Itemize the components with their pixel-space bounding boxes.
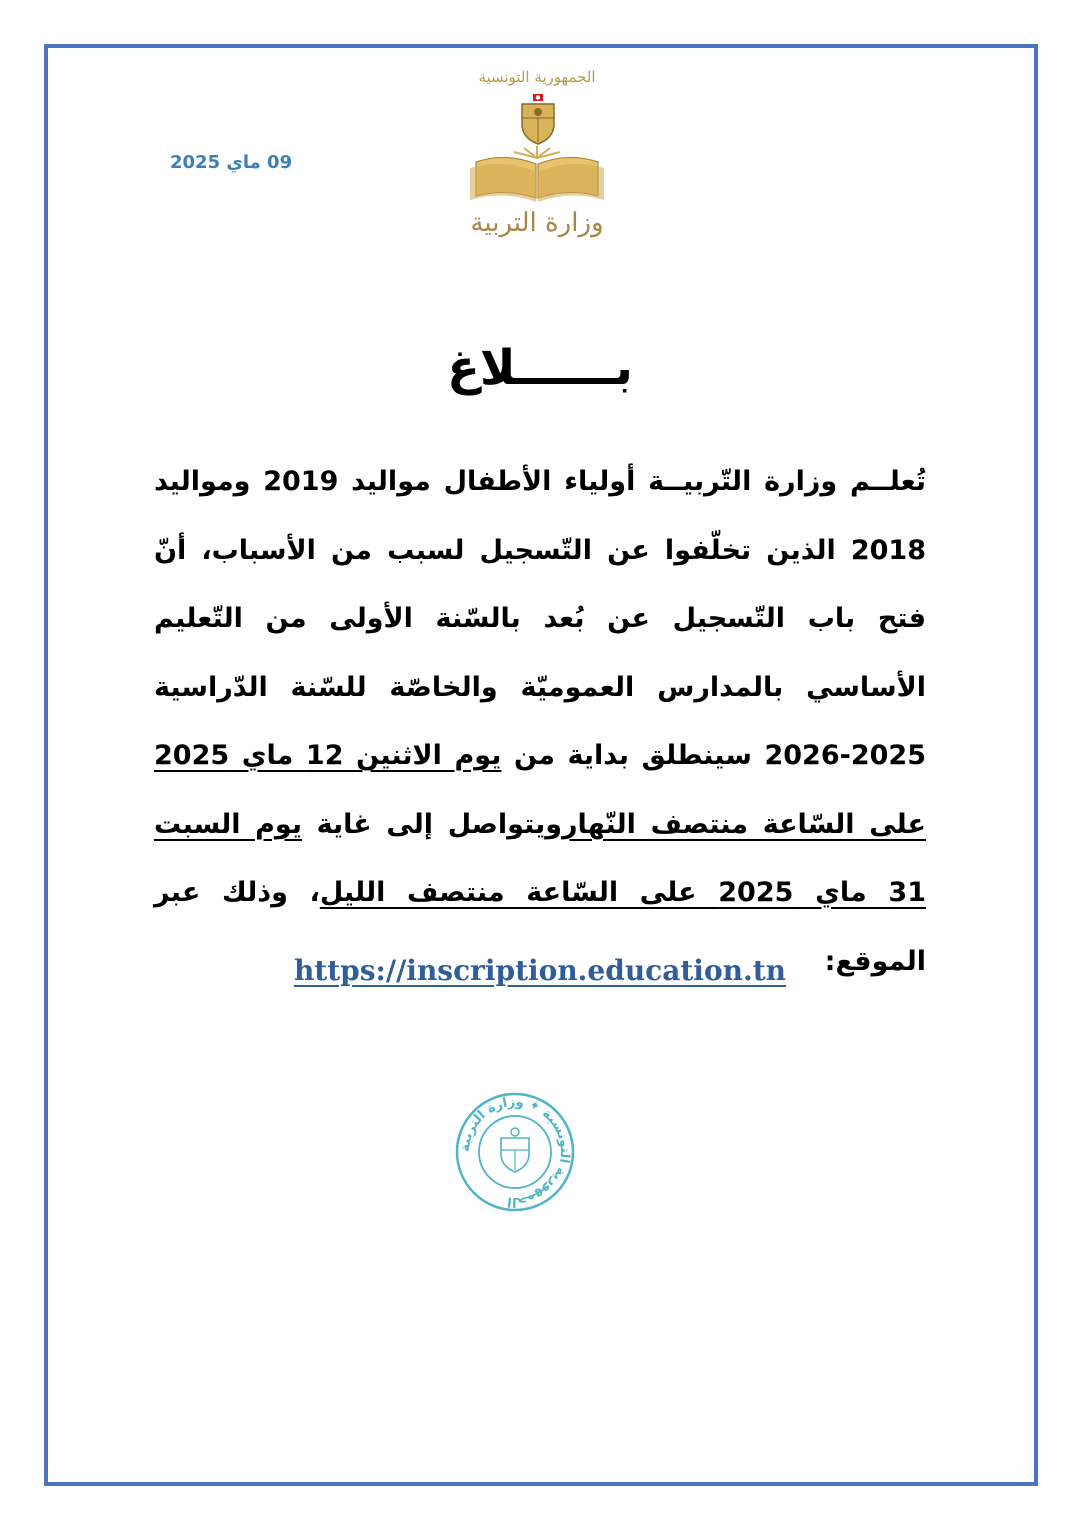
logo-bottom-text: وزارة التربية <box>470 208 604 238</box>
ministry-logo <box>462 68 612 254</box>
announcement-title: بــــــلاغ <box>447 340 633 396</box>
document-date: 09 ماي 2025 <box>170 152 293 173</box>
official-stamp-icon <box>453 1090 577 1214</box>
start-date-underlined: يوم الاثنين 12 ماي 2025 على السّاعة منتصف النّهار <box>154 740 926 840</box>
end-date-underlined: يوم السبت 31 ماي 2025 على السّاعة منتصف الليل <box>154 808 926 908</box>
coat-of-arms-book-icon <box>462 88 612 208</box>
registration-link[interactable]: https://inscription.education.tn <box>293 954 787 987</box>
announcement-body <box>154 448 926 996</box>
svg-text:الجمهورية التونسية ✦ وزارة الت: الجمهورية التونسية ✦ وزارة التربية <box>457 1094 573 1210</box>
body-part-3: ، وذلك عبر الموقع: <box>154 877 926 977</box>
body-part-1: تُعلــم وزارة التّربيــة أولياء الأطفال مواليد 2019 ومواليد 2018 الذين تخلّفوا عن التّسجيل لسبب من الأسباب، أنّ فتح باب التّسجيل عن بُعد بالسّنة الأولى من التّعليم الأساسي بالمدارس العموميّة والخاصّة للسّنة الدّراسية 2025-2026 سينطلق بداية من <box>154 466 926 771</box>
logo-top-text: الجمهورية التونسية <box>478 68 596 86</box>
body-part-2: ويتواصل إلى غاية <box>301 808 563 840</box>
